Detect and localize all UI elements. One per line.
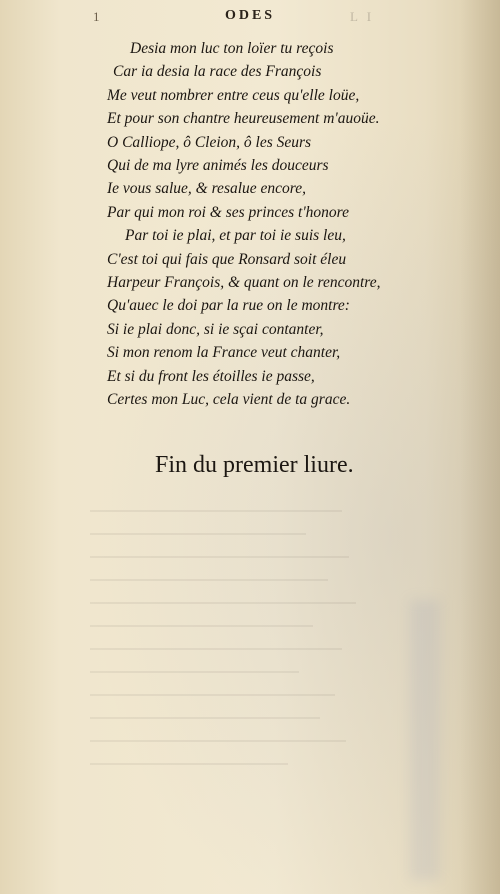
verse-line: Et si du front les étoilles ie passe,: [107, 368, 315, 385]
verse-line: Par qui mon roi & ses princes t'honore: [107, 204, 349, 221]
running-head: ODES: [224, 8, 276, 23]
verse-line: Harpeur François, & quant on le rencontre,: [107, 274, 381, 291]
verse-line: O Calliope, ô Cleion, ô les Seurs: [107, 134, 312, 151]
bleed-through-lines: [90, 470, 450, 786]
verse-line: Desia mon luc ton loïer tu reçois: [130, 40, 334, 57]
verse-line: Certes mon Luc, cela vient de ta grace.: [107, 391, 351, 408]
verse-line: Par toi ie plai, et par toi ie suis leu,: [125, 227, 346, 244]
verse-line: Si mon renom la France veut chanter,: [107, 344, 341, 361]
folio-mark: 1: [93, 9, 100, 24]
verse-line: Qu'auec le doi par la rue on le montre:: [107, 297, 350, 314]
verse-line: Et pour son chantre heureusement m'auoüe.: [107, 110, 380, 127]
verse-line: Qui de ma lyre animés les douceurs: [107, 157, 329, 174]
verse-line: Me veut nombrer entre ceus qu'elle loüe,: [107, 87, 360, 104]
verse-line: Si ie plai donc, si ie sçai contanter,: [107, 321, 324, 338]
verse-line: Car ia desia la race des François: [113, 63, 322, 80]
gutter-shadow: [460, 0, 500, 894]
book-end-title: Fin du premier liure.: [155, 452, 354, 478]
verse-line: C'est toi qui fais que Ronsard soit éleu: [107, 251, 347, 268]
verse-line: Ie vous salue, & resalue encore,: [107, 180, 307, 197]
bleed-through-text: L I: [350, 9, 375, 24]
